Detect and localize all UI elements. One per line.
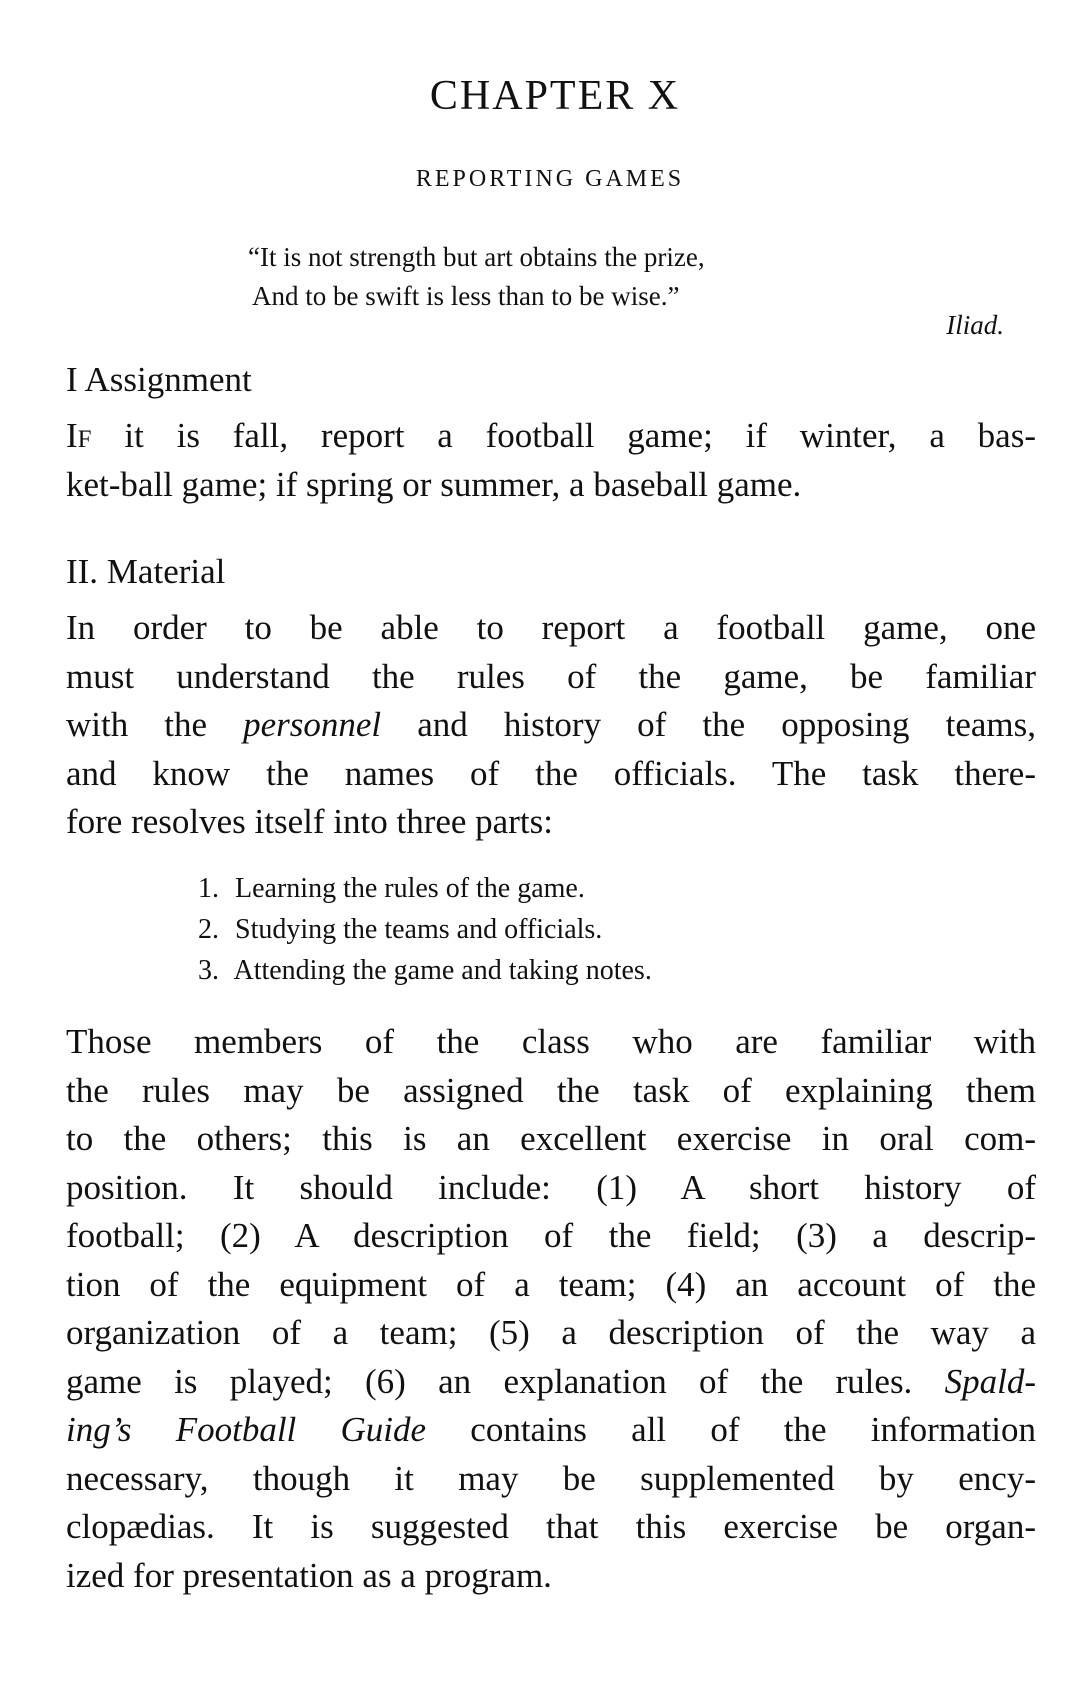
paragraph-line: ized for presentation as a program. [66,1555,552,1595]
paragraph-line: and know the names of the officials. The task there- [66,753,1036,793]
epigraph-attribution: Iliad. [946,310,1004,340]
paragraph-line: to the others; this is an excellent exercise in oral com- [66,1119,1036,1158]
list-text: Learning the rules of the game. [235,873,585,904]
paragraph-line [66,412,1036,461]
epigraph-line-1: “It is not strength but art obtains the prize, [248,242,705,272]
section-heading-assignment: I Assignment [66,360,252,399]
line-text: it is fall, report a football game; if winter, a bas- [91,416,1036,455]
paragraph-line: In order to be able to report a football game, one [66,608,1036,647]
line-text: game is played; (6) an explanation of the rules. [66,1361,945,1401]
paragraph-line: ket-ball game; if spring or summer, a baseball game. [66,464,802,504]
italic-word: Spald- [944,1361,1036,1401]
list-number: 1. [198,873,219,904]
small-caps-word: If [66,416,92,455]
paragraph-line: Those members of the class who are familiar with [66,1022,1036,1061]
italic-word: personnel [243,705,382,744]
chapter-subtitle: REPORTING GAMES [415,166,685,192]
line-text: and history of the opposing teams, [381,705,1036,744]
material-paragraph [66,604,1036,847]
paragraph-line: organization of a team; (5) a description of the way a [66,1313,1036,1352]
italic-title: ing’s Football Guide [66,1410,427,1449]
epigraph-line-2: And to be swift is less than to be wise.” [252,281,680,311]
line-text: contains all of the information [426,1410,1036,1449]
list-text: Studying the teams and officials. [235,914,603,945]
list-number: 3. [198,955,219,986]
numbered-list [198,868,652,991]
section-heading-material: II. Material [66,552,226,591]
list-item [198,909,652,950]
paragraph-line: must understand the rules of the game, be familiar [66,656,1036,696]
paragraph-line: necessary, though it may be supplemented by ency- [66,1458,1036,1498]
paragraph-line [66,1358,1036,1407]
paragraph-line [66,1406,1036,1455]
paragraph-line: clopædias. It is suggested that this exercise be organ- [66,1507,1036,1546]
paragraph-line [66,701,1036,750]
paragraph-line: the rules may be assigned the task of explaining them [66,1070,1036,1110]
list-item [198,950,652,991]
paragraph-line: position. It should include: (1) A short history of [66,1167,1036,1207]
chapter-title: CHAPTER X [429,73,681,119]
paragraph-line: football; (2) A description of the field; (3) a descrip- [66,1216,1036,1255]
explanation-paragraph [66,1018,1036,1600]
list-number: 2. [198,914,219,945]
list-text: Attending the game and taking notes. [233,955,652,986]
paragraph-line: fore resolves itself into three parts: [66,802,553,841]
assignment-paragraph [66,412,1036,509]
line-text: with the [66,705,244,744]
paragraph-line: tion of the equipment of a team; (4) an account of the [66,1264,1036,1304]
list-item [198,868,652,909]
epigraph [248,238,705,316]
